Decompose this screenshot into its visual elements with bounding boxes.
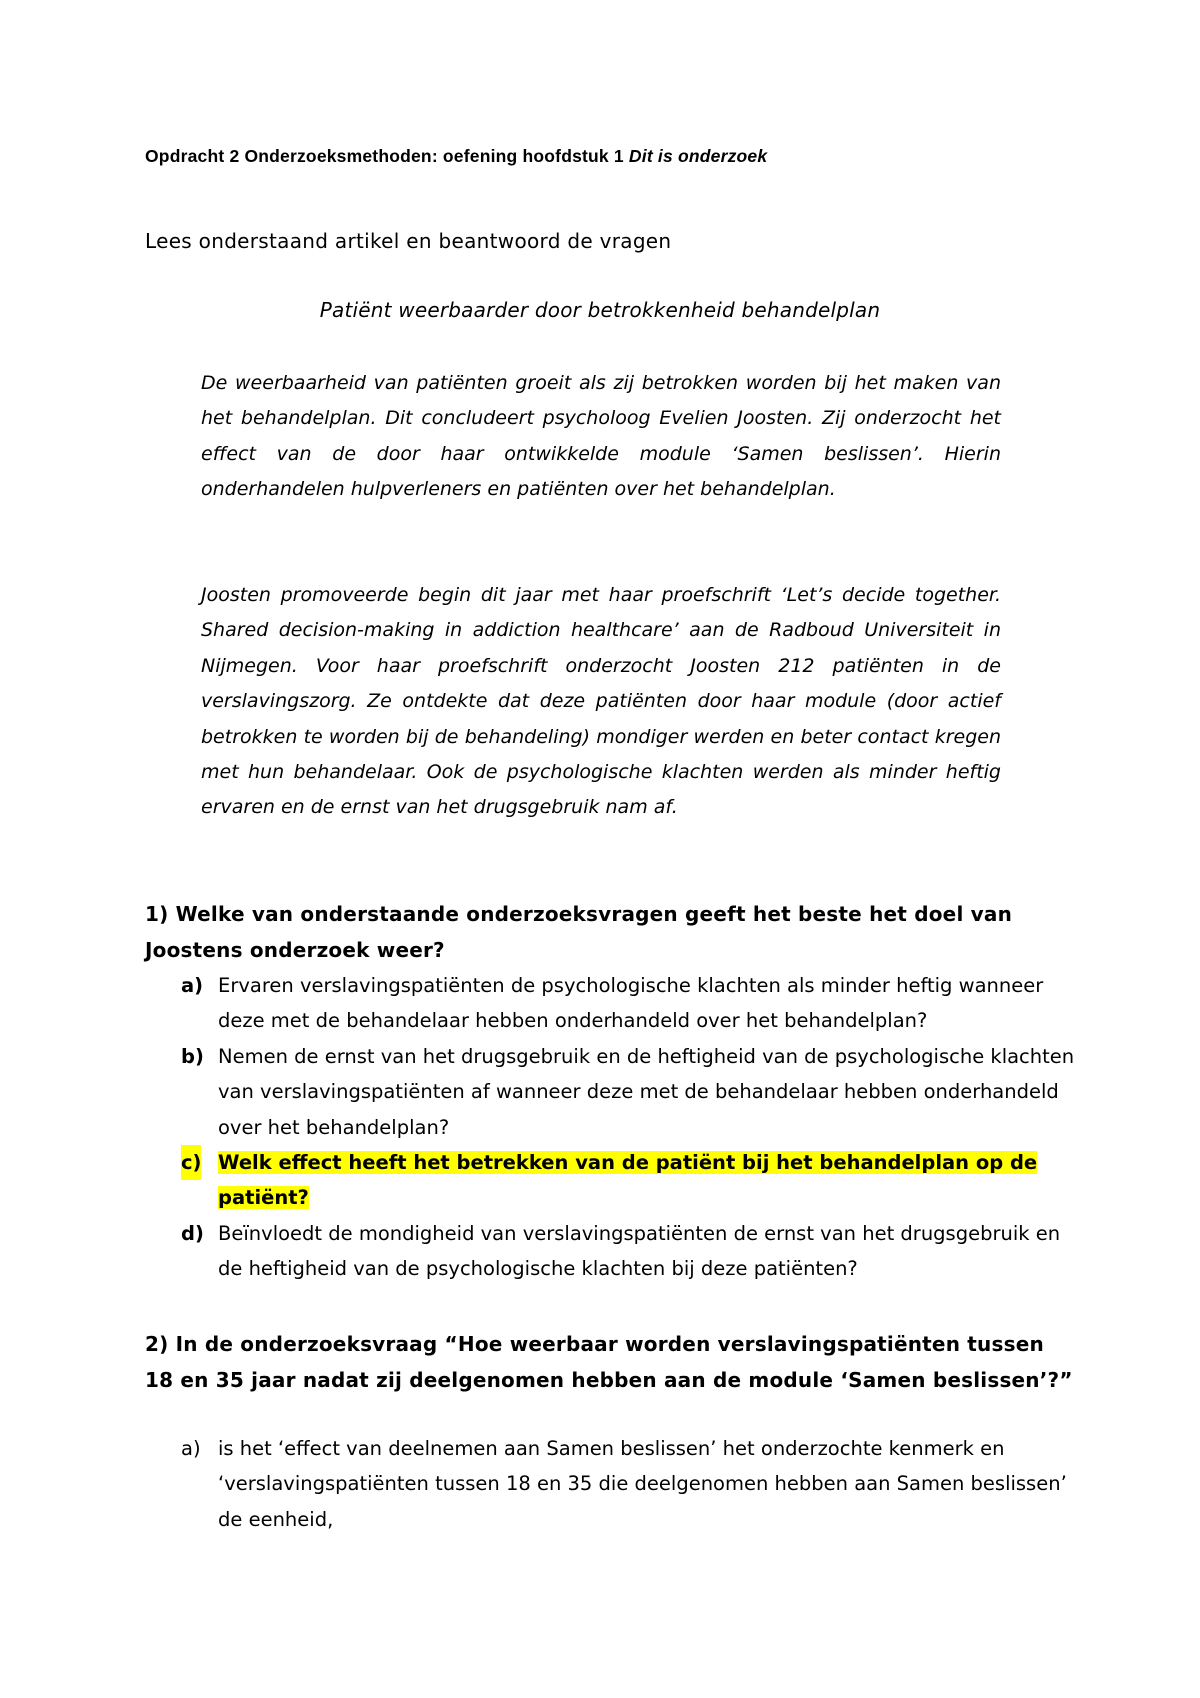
option-letter: a) [181, 1437, 201, 1460]
option-letter: a) [181, 974, 204, 997]
option-text: Ervaren verslavingspatiënten de psychologische klachten als minder heftig wanneer deze met de behandelaar hebben onderhandeld over het behandelplan? [218, 974, 1044, 1033]
assignment-title-main: Opdracht 2 Onderzoeksmethoden: oefening hoofdstuk 1 [145, 146, 629, 166]
option-text: is het ‘effect van deelnemen aan Samen beslissen’ het onderzochte kenmerk en ‘verslavingspatiënten tussen 18 en 35 die deelgenomen hebben aan Samen beslissen’ de eenheid, [218, 1437, 1067, 1531]
question-2-options [178, 1431, 1078, 1537]
article-title: Patiënt weerbaarder door betrokkenheid behandelplan [319, 298, 881, 322]
option-letter: d) [181, 1221, 204, 1245]
option-letter: b) [181, 1044, 204, 1068]
instruction-heading: Lees onderstaand artikel en beantwoord de vragen [145, 229, 672, 253]
option-d [178, 1216, 1078, 1287]
option-a [178, 1431, 1078, 1537]
option-text: Beïnvloedt de mondigheid van verslavingspatiënten de ernst van het drugsgebruik en de heftigheid van de psychologische klachten bij deze patiënten? [218, 1221, 1061, 1281]
assignment-title [145, 146, 767, 167]
option-a [178, 968, 1078, 1039]
question-1-title: 1) Welke van onderstaande onderzoeksvragen geeft het beste het doel van Joostens onderzoek weer? [145, 902, 1013, 962]
question-2-title: 2) In de onderzoeksvraag “Hoe weerbaar worden verslavingspatiënten tussen 18 en 35 jaar nadat zij deelgenomen hebben aan de module ‘Samen beslissen’?” [145, 1332, 1073, 1392]
option-text: Nemen de ernst van het drugsgebruik en de heftigheid van de psychologische klachten van verslavingspatiënten af wanneer deze met de behandelaar hebben onderhandeld over het behandelplan? [218, 1044, 1075, 1139]
option-letter: c) [181, 1145, 201, 1180]
article-paragraph: De weerbaarheid van patiënten groeit als zij betrokken worden bij het maken van het behandelplan. Dit concludeert psycholoog Evelien Joosten. Zij onderzocht het effect van de door haar ontwikkelde module ‘Samen beslissen’. Hierin onderhandelen hulpverleners en patiënten over het behandelplan. [201, 372, 1001, 501]
assignment-title-italic: Dit is onderzoek [628, 146, 768, 166]
question-1-options [178, 968, 1078, 1287]
option-c-highlighted-answer [178, 1145, 1078, 1216]
option-text-highlighted: Welk effect heeft het betrekken van de patiënt bij het behandelplan op de patiënt? [218, 1151, 1038, 1210]
option-b [178, 1039, 1078, 1145]
article-paragraph: Joosten promoveerde begin dit jaar met haar proefschrift ‘Let’s decide together. Shared decision-making in addiction healthcare’ aan de Radboud Universiteit in Nijmegen. Voor haar proefschrift onderzocht Joosten 212 patiënten in de verslavingszorg. Ze ontdekte dat deze patiënten door haar module (door actief betrokken te worden bij de behandeling) mondiger werden en beter contact kregen met hun behandelaar. Ook de psychologische klachten werden als minder heftig ervaren en de ernst van het drugsgebruik nam af. [201, 584, 1001, 819]
